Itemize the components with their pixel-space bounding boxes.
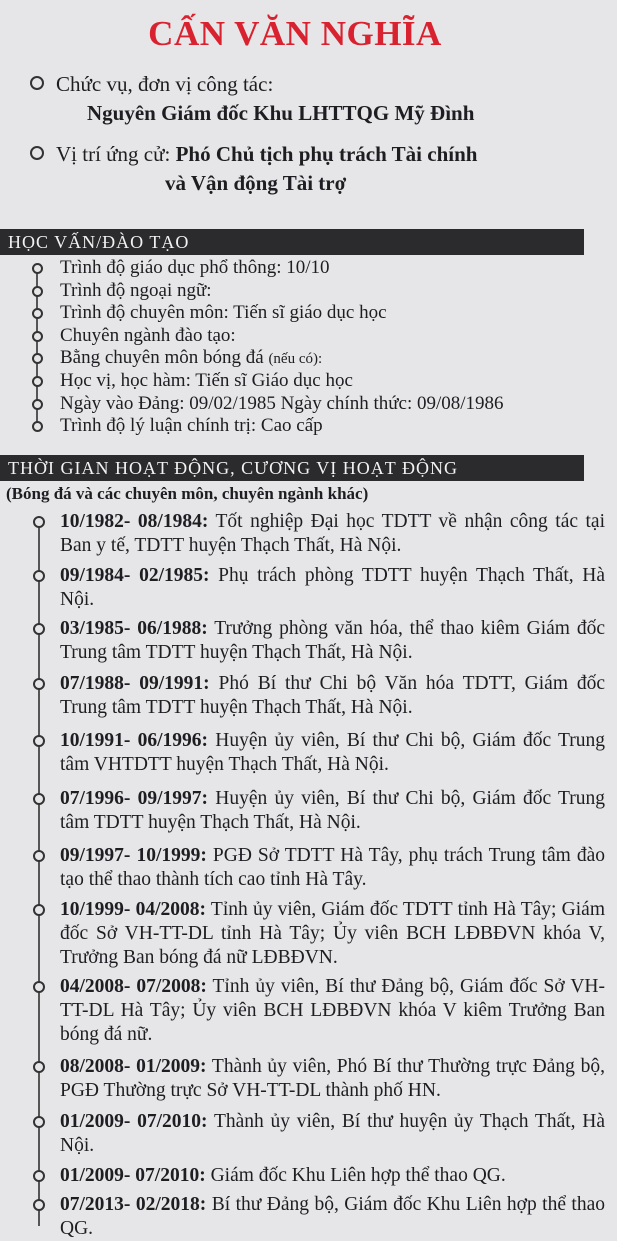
info-label: Vị trí ứng cử: bbox=[56, 142, 171, 166]
circle-bullet-icon bbox=[32, 399, 43, 410]
circle-bullet-icon bbox=[33, 981, 45, 993]
list-item: Chuyên ngành đào tạo: bbox=[0, 325, 600, 348]
section-header-education: HỌC VẤN/ĐÀO TẠO bbox=[0, 229, 584, 255]
circle-bullet-icon bbox=[33, 1061, 45, 1073]
circle-bullet-icon bbox=[30, 76, 44, 90]
timeline-item: 01/2009- 07/2010: Giám đốc Khu Liên hợp thể thao QG. bbox=[0, 1164, 605, 1188]
circle-bullet-icon bbox=[33, 904, 45, 916]
education-list bbox=[0, 257, 600, 438]
circle-bullet-icon bbox=[33, 1170, 45, 1182]
circle-bullet-icon bbox=[33, 735, 45, 747]
circle-bullet-icon bbox=[33, 570, 45, 582]
timeline-item: 09/1984- 02/1985: Phụ trách phòng TDTT huyện Thạch Thất, Hà Nội. bbox=[0, 564, 605, 612]
timeline-item: 08/2008- 01/2009: Thành ủy viên, Phó Bí thư Thường trực Đảng bộ, PGĐ Thường trực Sở VH-TT-DL thành phố HN. bbox=[0, 1055, 605, 1103]
circle-bullet-icon bbox=[32, 263, 43, 274]
list-item: Bằng chuyên môn bóng đá (nếu có): bbox=[0, 347, 600, 370]
list-item: Trình độ chuyên môn: Tiến sĩ giáo dục học bbox=[0, 302, 600, 325]
timeline-item: 09/1997- 10/1999: PGĐ Sở TDTT Hà Tây, phụ trách Trung tâm đào tạo thể thao thành tích cao tỉnh Hà Tây. bbox=[0, 844, 605, 892]
circle-bullet-icon bbox=[32, 331, 43, 342]
circle-bullet-icon bbox=[30, 146, 44, 160]
circle-bullet-icon bbox=[33, 793, 45, 805]
info-label: Chức vụ, đơn vị công tác: bbox=[56, 72, 274, 96]
circle-bullet-icon bbox=[33, 623, 45, 635]
timeline-item: 04/2008- 07/2008: Tỉnh ủy viên, Bí thư Đảng bộ, Giám đốc Sở VH-TT-DL Hà Tây; Ủy viên BCH LĐBĐVN khóa V kiêm Trưởng Ban bóng đá nữ. bbox=[0, 975, 605, 1047]
timeline-item: 01/2009- 07/2010: Thành ủy viên, Bí thư huyện ủy Thạch Thất, Hà Nội. bbox=[0, 1110, 605, 1158]
circle-bullet-icon bbox=[32, 286, 43, 297]
timeline-item: 10/1991- 06/1996: Huyện ủy viên, Bí thư Chi bộ, Giám đốc Trung tâm VHTDTT huyện Thạch Thất, Hà Nội. bbox=[0, 729, 605, 777]
timeline-item: 10/1982- 08/1984: Tốt nghiệp Đại học TDTT về nhận công tác tại Ban y tế, TDTT huyện Thạch Thất, Hà Nội. bbox=[0, 510, 605, 558]
list-item: Trình độ giáo dục phổ thông: 10/10 bbox=[0, 257, 600, 280]
info-value: Phó Chủ tịch phụ trách Tài chính bbox=[175, 142, 478, 166]
timeline-item: 03/1985- 06/1988: Trưởng phòng văn hóa, thể thao kiêm Giám đốc Trung tâm TDTT huyện Thạch Thất, Hà Nội. bbox=[0, 617, 605, 665]
circle-bullet-icon bbox=[33, 516, 45, 528]
info-value-cont: và Vận động Tài trợ bbox=[165, 171, 347, 195]
candidate-name: CẤN VĂN NGHĨA bbox=[148, 14, 442, 53]
circle-bullet-icon bbox=[32, 353, 43, 364]
timeline-item: 10/1999- 04/2008: Tỉnh ủy viên, Giám đốc TDTT tỉnh Hà Tây; Giám đốc Sở VH-TT-DL tỉnh Hà Tây; Ủy viên BCH LĐBĐVN khóa V, Trưởng Ban bóng đá nữ LĐBĐVN. bbox=[0, 898, 605, 970]
section-subtitle: (Bóng đá và các chuyên môn, chuyên ngành khác) bbox=[6, 484, 369, 503]
circle-bullet-icon bbox=[32, 376, 43, 387]
info-candidacy bbox=[30, 140, 600, 198]
timeline-item: 07/1996- 09/1997: Huyện ủy viên, Bí thư Chi bộ, Giám đốc Trung tâm TDTT huyện Thạch Thất, Hà Nội. bbox=[0, 787, 605, 835]
list-item: Trình độ ngoại ngữ: bbox=[0, 280, 600, 303]
circle-bullet-icon bbox=[33, 850, 45, 862]
circle-bullet-icon bbox=[33, 1199, 45, 1211]
info-value: Nguyên Giám đốc Khu LHTTQG Mỹ Đình bbox=[87, 101, 475, 125]
timeline-item: 07/1988- 09/1991: Phó Bí thư Chi bộ Văn hóa TDTT, Giám đốc Trung tâm TDTT huyện Thạch Thất, Hà Nội. bbox=[0, 672, 605, 720]
circle-bullet-icon bbox=[33, 678, 45, 690]
list-item: Ngày vào Đảng: 09/02/1985 Ngày chính thức: 09/08/1986 bbox=[0, 393, 600, 416]
section-header-activity: THỜI GIAN HOẠT ĐỘNG, CƯƠNG VỊ HOẠT ĐỘNG bbox=[0, 455, 584, 481]
circle-bullet-icon bbox=[32, 421, 43, 432]
list-item: Học vị, học hàm: Tiến sĩ Giáo dục học bbox=[0, 370, 600, 393]
circle-bullet-icon bbox=[33, 1116, 45, 1128]
list-item: Trình độ lý luận chính trị: Cao cấp bbox=[0, 415, 600, 438]
timeline-item: 07/2013- 02/2018: Bí thư Đảng bộ, Giám đốc Khu Liên hợp thể thao QG. bbox=[0, 1193, 605, 1241]
circle-bullet-icon bbox=[32, 308, 43, 319]
info-position bbox=[30, 70, 600, 128]
